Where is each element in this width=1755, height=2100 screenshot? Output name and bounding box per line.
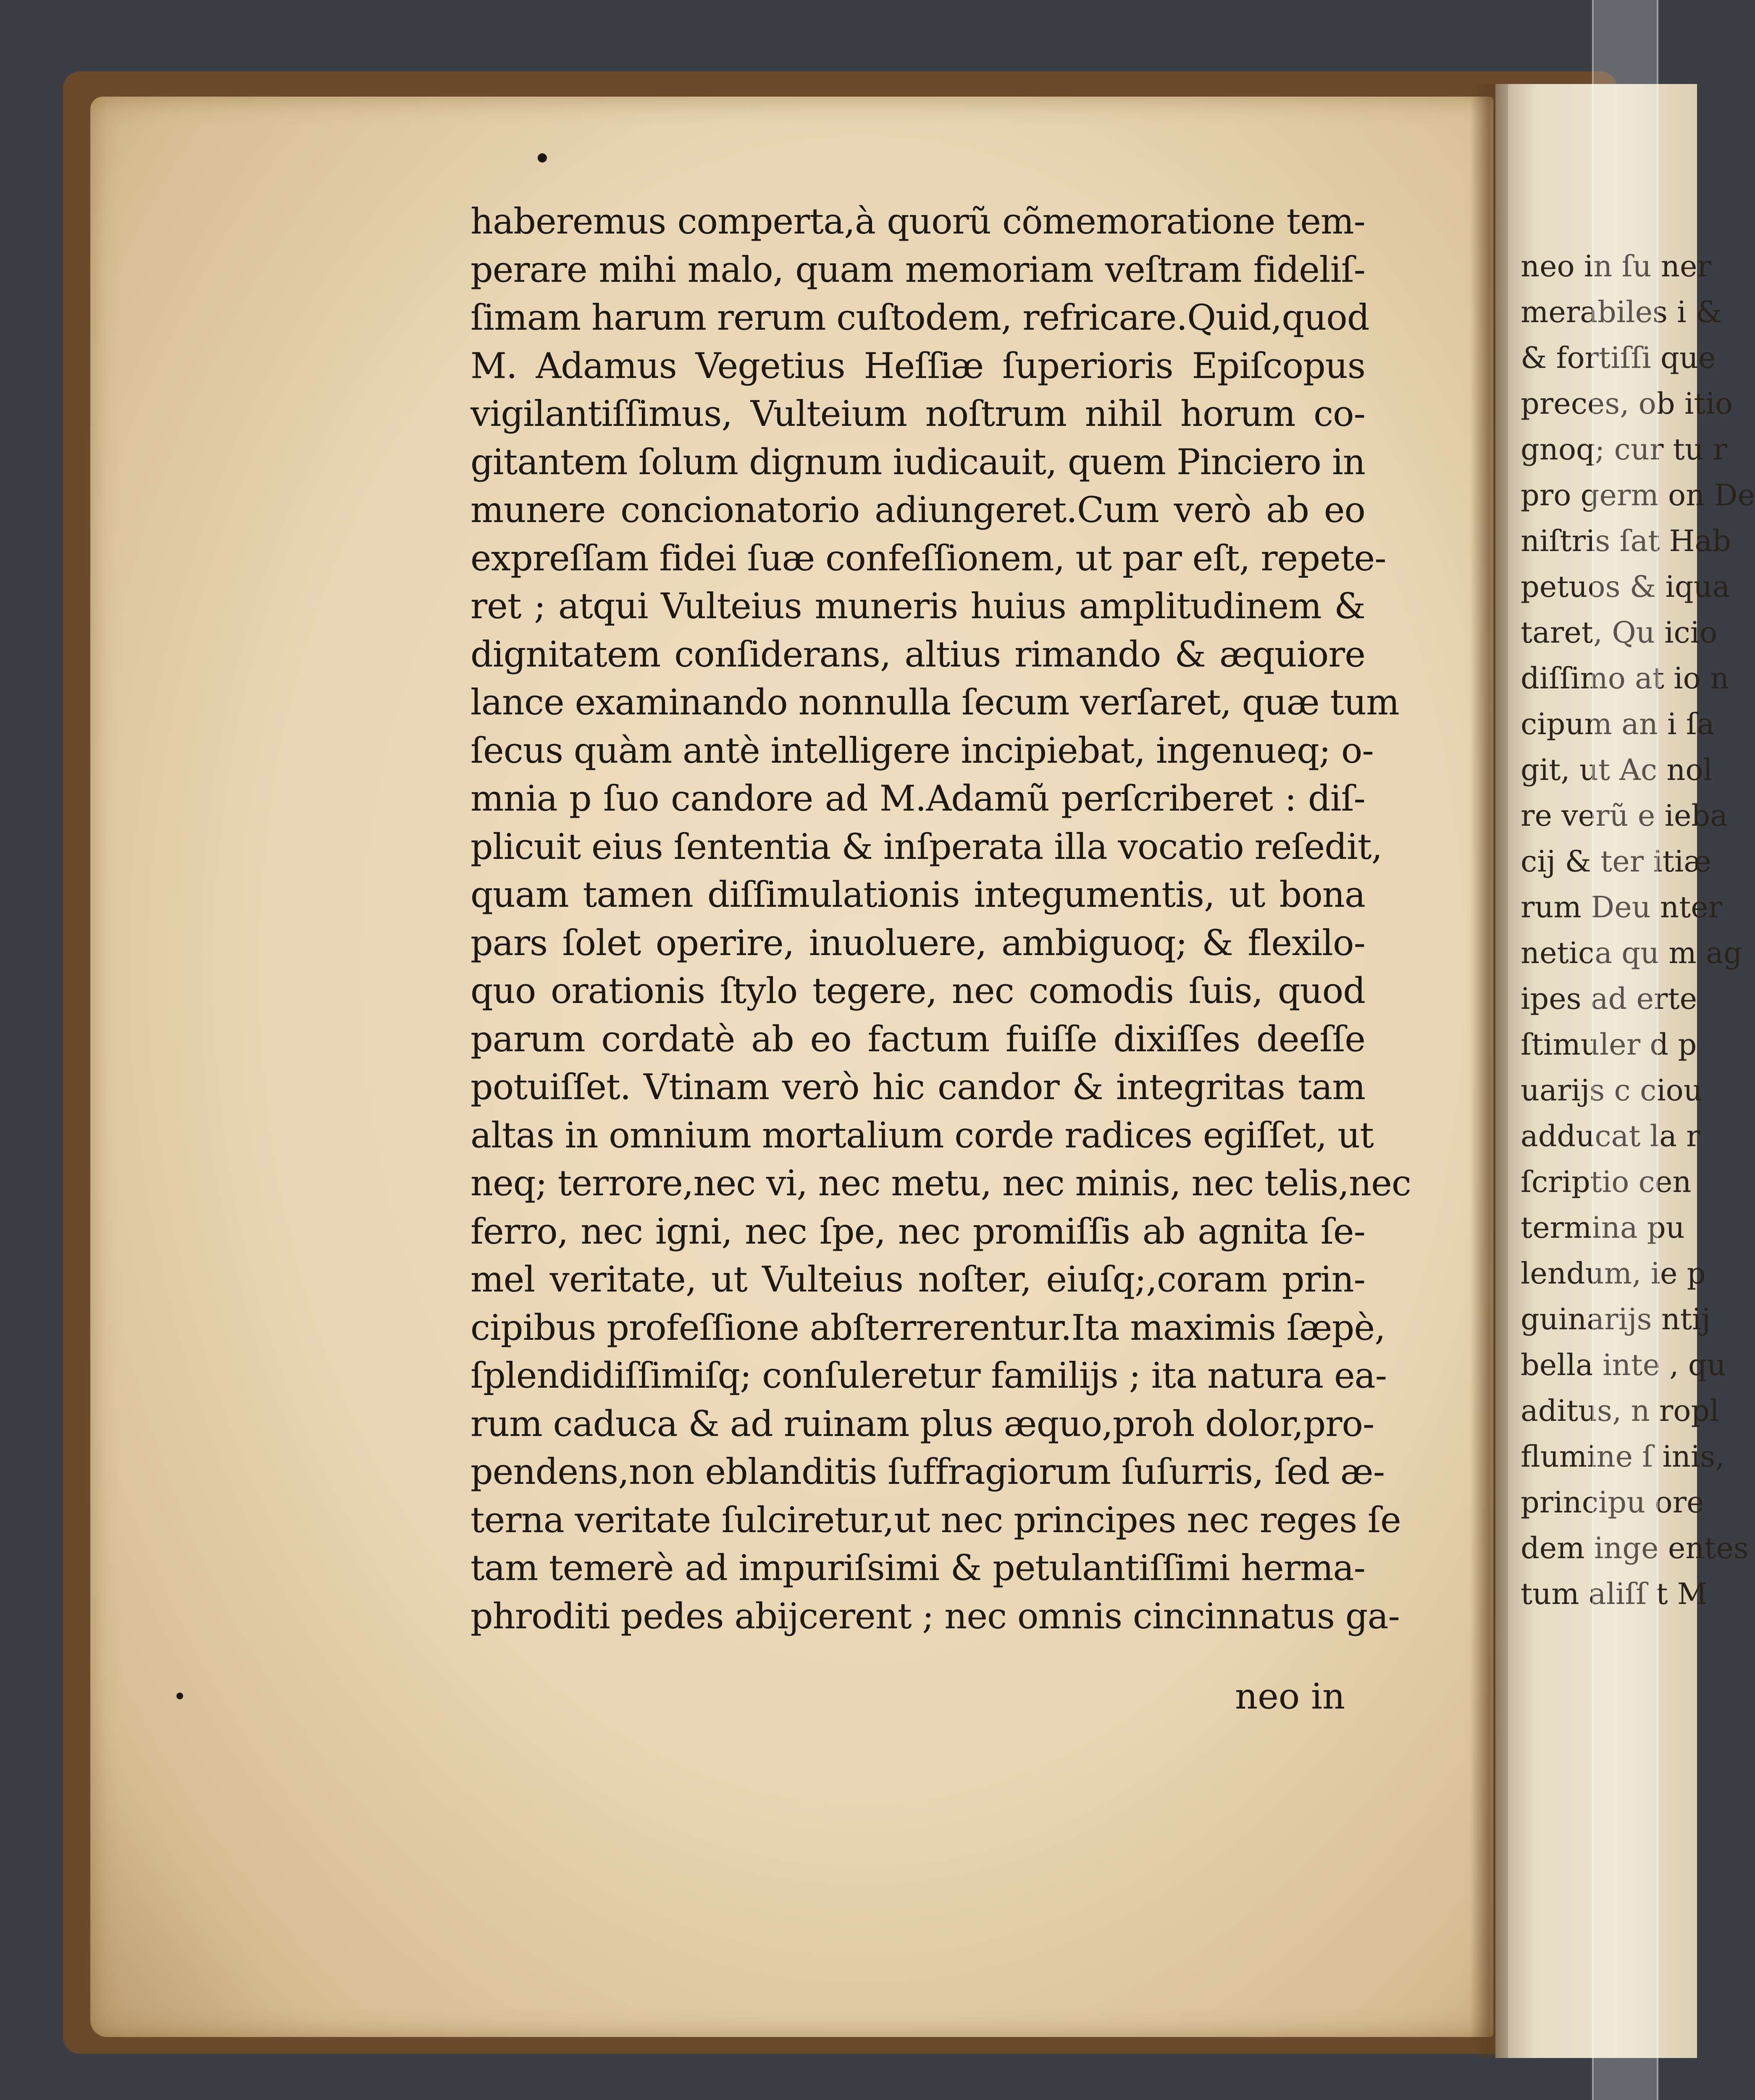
text-line: munere concionatorio adiungeret.Cum verò ab eo [470,489,1365,530]
text-line: mel veritate, ut Vulteius noſter, eiuſq;,coram prin- [470,1259,1365,1300]
text-line: mnia p ſuo candore ad M.Adamũ perſcriberet : diſ- [470,778,1365,819]
facing-text-line: adducat la r [1521,1119,1700,1153]
text-line: altas in omnium mortalium corde radices egiſſet, ut [470,1114,1374,1156]
text-line: perare mihi malo, quam memoriam veſtram fideliſ- [470,249,1365,290]
text-line: ferro, nec igni, nec ſpe, nec promiſſis ab agnita ſe- [470,1210,1365,1252]
text-line: quo orationis ſtylo tegere, nec comodis ſuis, quod [470,970,1365,1011]
facing-text-line: guinarijs ntij [1521,1302,1711,1336]
facing-text-line: bella inte , qu [1521,1348,1726,1382]
facing-text-line: flumine ſ inis, [1521,1439,1725,1474]
facing-text-line: lendum, ie p [1521,1256,1706,1291]
text-line: haberemus comperta,à quorũ cõmemoratione tem- [470,201,1365,242]
ink-dot [176,1693,183,1699]
text-line: cipibus profeſſione abſterrerentur.Ita maximis ſæpè, [470,1307,1385,1348]
facing-text-line: merabiles i & [1521,295,1722,329]
facing-text-line: cipum an i ſa [1521,707,1715,741]
facing-text-line: tum aliſſ t M [1521,1577,1708,1611]
text-line: pendens,non eblanditis ſuffragiorum ſuſurris, ſed æ- [470,1451,1385,1492]
text-line: pars ſolet operire, inuoluere, ambiguoq; & flexilo- [470,922,1365,963]
facing-text-line: rum Deu nter [1521,890,1723,924]
text-line: plicuit eius ſententia & inſperata illa vocatio reſedit, [470,826,1382,867]
text-line: ret ; atqui Vulteius muneris huius amplitudinem & [470,585,1365,627]
text-line: ſecus quàm antè intelligere incipiebat, ingenueq; o- [470,730,1374,771]
book-gutter [1470,84,1508,2058]
facing-text-line: taret, Qu icio [1521,615,1718,650]
text-line: neq; terrore,nec vi, nec metu, nec minis, nec telis,nec [470,1163,1411,1204]
text-line: parum cordatè ab eo factum fuiſſe dixiſſes deeſſe [470,1018,1365,1060]
facing-text-line: neo in ſu ner [1521,249,1711,284]
facing-text-line: niſtris ſat Hab [1521,524,1731,558]
text-line: dignitatem conſiderans, altius rimando & æquiore [470,633,1365,675]
facing-text-line: aditus, n ropl [1521,1394,1719,1428]
catchword: neo in [1235,1676,1345,1717]
facing-text-line: ſcriptio cen [1521,1165,1692,1199]
facing-text-line: diſſimo at io n [1521,661,1729,696]
facing-text-line: ipes ad erte [1521,982,1697,1016]
text-line: M. Adamus Vegetius Heſſiæ ſuperioris Epiſcopus [470,345,1365,386]
facing-text-line: preces, ob itio [1521,386,1733,421]
facing-text-line: cij & ter itiæ [1521,844,1712,879]
facing-text-line: pro germ on De [1521,478,1755,512]
text-line: ſplendidiſſimiſq; conſuleretur familijs ; ita natura ea- [470,1355,1387,1396]
facing-text-line: & fortiſſi que [1521,341,1716,375]
ink-dot [538,153,547,163]
facing-text-line: ſtimuler d p [1521,1027,1697,1062]
facing-text-line: gnoq; cur tu r [1521,432,1727,467]
facing-text-line: dem inge entes [1521,1531,1749,1565]
facing-text-line: git, ut Ac nol [1521,753,1713,787]
text-line: phroditi pedes abijcerent ; nec omnis cincinnatus ga- [470,1595,1400,1637]
text-line: vigilantiſſimus, Vulteium noſtrum nihil horum co- [470,393,1365,434]
glass-plate-strip [1592,0,1658,2100]
facing-text-line: petuos & iqua [1521,570,1730,604]
facing-text-line: uarijs c ciou [1521,1073,1702,1108]
facing-text-line: netica qu m ag [1521,936,1742,970]
text-line: gitantem ſolum dignum iudicauit, quem Pinciero in [470,441,1365,483]
facing-text-line: principu ore [1521,1485,1704,1520]
text-line: expreſſam fidei ſuæ confeſſionem, ut par eſt, repete- [470,537,1386,579]
text-line: quam tamen diſſimulationis integumentis, ut bona [470,874,1365,915]
text-line: lance examinando nonnulla ſecum verſaret, quæ tum [470,682,1399,723]
text-line: terna veritate ſulciretur,ut nec principes nec reges ſe [470,1499,1401,1541]
text-line: ſimam harum rerum cuſtodem, refricare.Quid,quod [470,297,1369,338]
text-line: rum caduca & ad ruinam plus æquo,proh dolor,pro- [470,1403,1374,1444]
text-line: tam temerè ad impuriſsimi & petulantiſſimi herma- [470,1547,1365,1588]
facing-text-line: re verũ e ieba [1521,798,1728,833]
page-body-text [470,197,1411,1640]
facing-text-line: termina pu [1521,1210,1685,1245]
text-line: potuiſſet. Vtinam verò hic candor & integritas tam [470,1066,1365,1108]
